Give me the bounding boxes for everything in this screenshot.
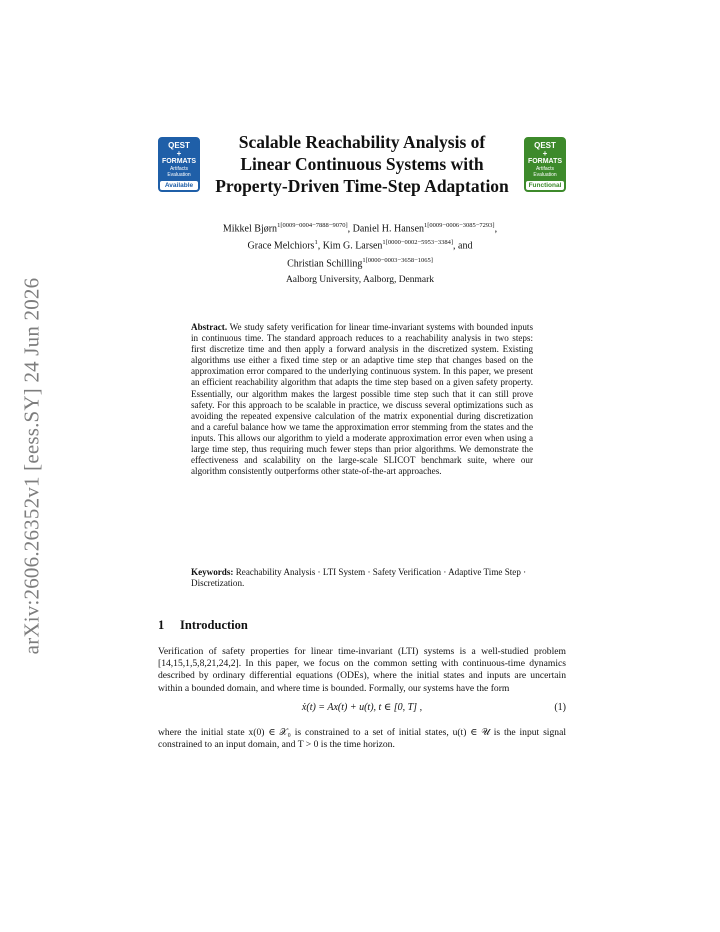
badge-line2: + <box>176 149 182 158</box>
section-title: Introduction <box>180 618 248 632</box>
artifact-badge-available <box>158 137 200 192</box>
author-orcid: 1[0000−0002−5953−3384] <box>382 239 453 247</box>
keywords <box>191 567 533 589</box>
author-orcid: 1[0009−0006−3085−7293] <box>424 222 495 229</box>
abstract <box>191 322 533 477</box>
badge-line2: + <box>542 149 548 158</box>
paragraph-after-equation: where the initial state x(0) ∈ 𝒳₀ is constrained to a set of initial states, u(t) ∈ 𝒰 is the input signal constrained to an input domain, and T > 0 is the time horizon. <box>158 727 566 751</box>
keywords-text: Reachability Analysis · LTI System · Safety Verification · Adaptive Time Step · Discretization. <box>191 567 527 589</box>
author-name: Grace Melchiors <box>247 240 315 252</box>
author-name: Kim G. Larsen <box>322 240 383 252</box>
keywords-label: Keywords: <box>191 567 234 577</box>
title-line-3: Property-Driven Time-Step Adaptation <box>215 176 509 196</box>
abstract-label: Abstract. <box>191 322 228 332</box>
author-orcid: 1 <box>314 239 318 247</box>
author-name: Christian Schilling <box>287 257 363 269</box>
badge-status: Available <box>160 181 198 190</box>
badge-status: Functional <box>526 181 564 190</box>
badge-line3: FORMATS <box>527 158 563 165</box>
author-name: Daniel H. Hansen <box>352 223 425 235</box>
arxiv-identifier: arXiv:2606.26352v1 [eess.SY] 24 Jun 2026 <box>19 277 44 655</box>
author-list: Mikkel Bjørn$^{1[0009-0004-7888-9070]}$, Daniel H. Hansen$^{1[0009-0006-3085-7293]}$, Grace Melchiors$^1$, Kim G. Larsen$^{1[0000-0002-5953-3384]}$, and Christian Schilling$^{1[0000-0003-3658-1065]}$ <box>222 222 498 269</box>
badge-line4: Artifacts Evaluation <box>533 166 557 178</box>
paper-title <box>200 131 524 197</box>
section-heading <box>158 618 248 633</box>
author-conjunction: , and <box>453 240 473 252</box>
badge-line1: QEST <box>534 141 556 150</box>
title-line-2: Linear Continuous Systems with <box>240 154 484 174</box>
author-orcid: 1[0000−0003−3658−1065] <box>362 256 433 264</box>
badge-line4: Artifacts Evaluation <box>167 166 191 178</box>
equation-text: ẋ(t) = Ax(t) + u(t), t ∈ [0, T] , <box>301 702 423 713</box>
abstract-text: We study safety verification for linear time-invariant systems with bounded inputs in continuous time. The standard approach reduces to a reachability analysis in two steps: first discretize time and then apply a forward analysis in the discretized system. Existing algorithms use either a fixed time step or an adaptive time step that changes based on the approximation error compared to the underlying continuous system. In this paper, we present an efficient reachability algorithm that adapts the time step based on a given safety property. Essentially, our algorithm makes the largest possible time step such that it can still prove safety. For this approach to be scalable in practice, we discuss several optimizations such as avoiding the repeated expensive calculation of the matrix exponential during discretization and a careful balance how we tame the approximation error stemming from the states and the inputs. This allows our algorithm to yield a moderate approximation error even when using a large time step, thus requiring much fewer steps than prior algorithms. We demonstrate the effectiveness and scalability on the large-scale SLICOT benchmark suite, where our algorithm consistently outperforms other state-of-the-art approaches. <box>191 322 533 477</box>
artifact-badge-functional <box>524 137 566 192</box>
title-line-1: Scalable Reachability Analysis of <box>238 132 486 152</box>
equation-number: (1) <box>554 702 566 713</box>
equation-1 <box>158 702 566 713</box>
author-name: Mikkel Bjørn <box>222 223 278 235</box>
badge-line1: QEST <box>168 141 190 150</box>
intro-paragraph: Verification of safety properties for linear time-invariant (LTI) systems is a well-studied problem [14,15,1,5,8,21,24,2]. In this paper, we focus on the common setting with continuous-time dynamics described by ordinary differential equations (ODEs), where the initial states and inputs are uncertain within a bounded domain, and where time is bounded. Formally, our systems have the form <box>158 646 566 694</box>
author-orcid: 1[0009−0004−7888−9070] <box>277 222 348 229</box>
section-number: 1 <box>158 618 165 632</box>
badge-line3: FORMATS <box>161 158 197 165</box>
affiliation: Aalborg University, Aalborg, Denmark <box>285 275 435 285</box>
